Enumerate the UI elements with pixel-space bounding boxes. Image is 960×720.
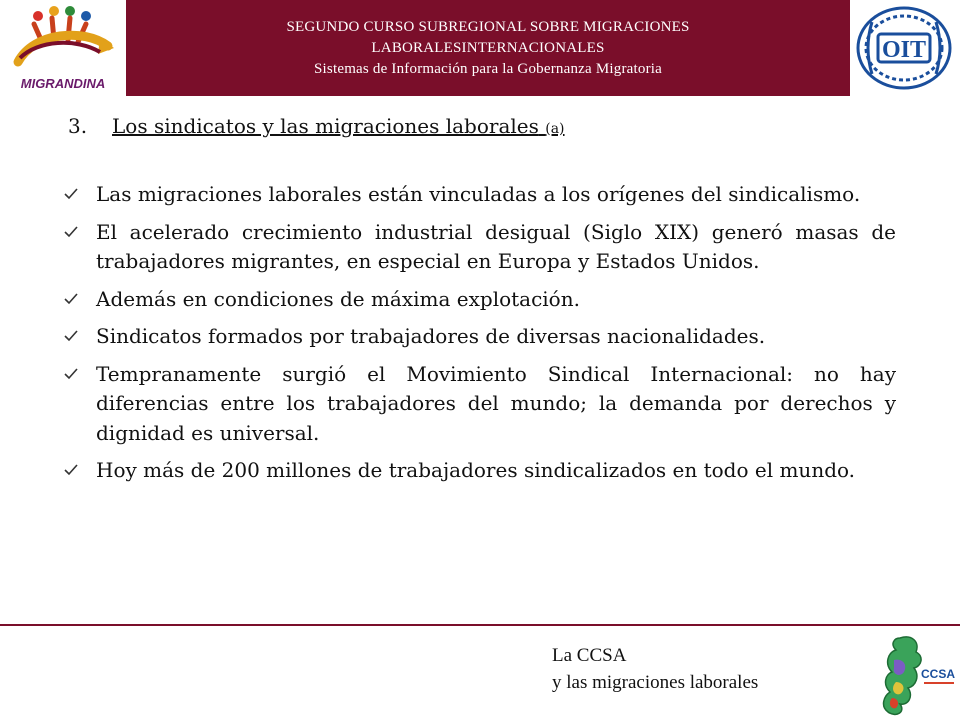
check-icon (64, 187, 78, 201)
check-icon (64, 463, 78, 477)
check-icon (64, 292, 78, 306)
section-number: 3. (68, 114, 88, 138)
header-subtitle: Sistemas de Información para la Gobernanza Migratoria (314, 60, 662, 77)
migrandina-wordmark: MIGRANDINA (20, 76, 106, 91)
check-icon (64, 329, 78, 343)
footer-text (552, 642, 758, 696)
footer-line-1: La CCSA (552, 645, 627, 666)
footer-divider (0, 624, 960, 626)
migrandina-logo (4, 2, 122, 94)
section-heading (68, 114, 565, 138)
list-item: Las migraciones laborales están vinculadas a los orígenes del sindicalismo. (64, 180, 896, 210)
ccsa-wordmark: CCSA (920, 667, 956, 681)
section-suffix: (a) (545, 121, 565, 137)
bullet-list (64, 180, 896, 494)
check-icon (64, 367, 78, 381)
check-icon (64, 225, 78, 239)
section-title: Los sindicatos y las migraciones laborales (a) (112, 114, 565, 138)
ccsa-map-logo (872, 632, 958, 718)
header-banner (126, 0, 850, 96)
list-item: Sindicatos formados por trabajadores de diversas nacionalidades. (64, 322, 896, 352)
header-title-line-1: SEGUNDO CURSO SUBREGIONAL SOBRE MIGRACIONES (286, 18, 690, 35)
list-item: El acelerado crecimiento industrial desigual (Siglo XIX) generó masas de trabajadores migrantes, en especial en Europa y Estados Unidos. (64, 218, 896, 277)
list-item: Además en condiciones de máxima explotación. (64, 285, 896, 315)
header-title-line-2: LABORALESINTERNACIONALES (371, 39, 605, 56)
list-item: Hoy más de 200 millones de trabajadores sindicalizados en todo el mundo. (64, 456, 896, 486)
oit-wordmark: OIT (881, 37, 927, 63)
footer-line-2: y las migraciones laborales (552, 672, 759, 693)
oit-logo (852, 4, 956, 92)
list-item: Tempranamente surgió el Movimiento Sindical Internacional: no hay diferencias entre los trabajadores del mundo; la demanda por derechos y dignidad es universal. (64, 360, 896, 449)
